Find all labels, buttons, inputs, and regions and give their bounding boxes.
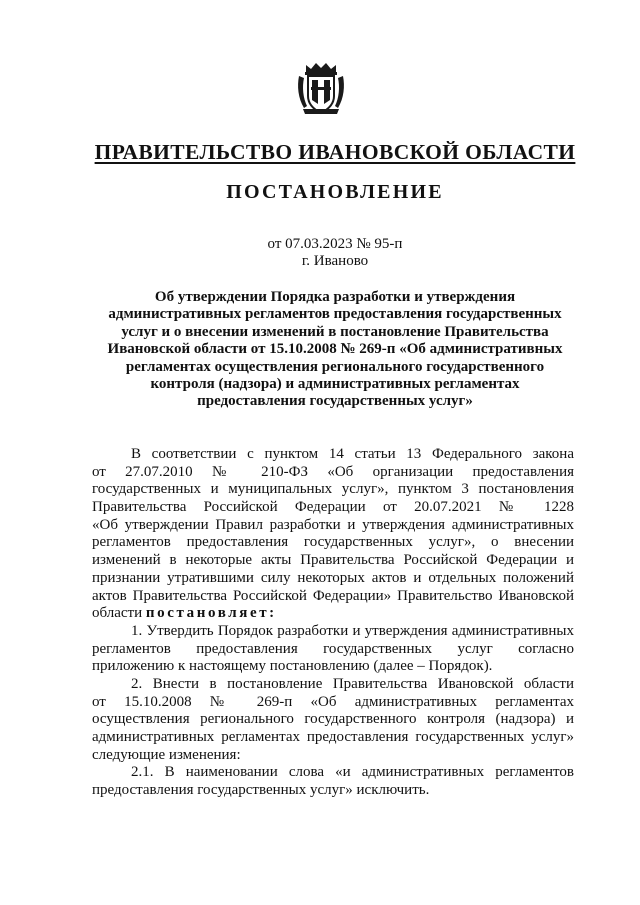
heading-line: услуг и о внесении изменений в постановление Правительства [121, 323, 549, 340]
document-body [92, 446, 574, 800]
heading-line: предоставления государственных услуг» [197, 393, 473, 410]
preamble-line: признании утратившими силу некоторых актов и отдельных положений [92, 569, 574, 586]
preamble-last-line [92, 605, 574, 623]
preamble-line: регламентов предоставления государственных услуг», о внесении [92, 534, 574, 551]
preamble-line: Правительства Российской Федерации от 20.07.2021 № 1228 [92, 499, 574, 516]
item-2-line: административных регламентах предоставления государственных услуг» [92, 729, 574, 745]
ivanovo-coat-of-arms-icon [297, 60, 345, 116]
item-2-line: 2. Внести в постановление Правительства Ивановской области [131, 675, 574, 692]
item-2-line: следующие изменения: [92, 746, 241, 763]
preamble-line: от 27.07.2010 № 210-ФЗ «Об организации предоставления [92, 463, 574, 480]
document-meta [0, 236, 640, 270]
heading-line: Ивановской области от 15.10.2008 № 269-п «Об административных [107, 341, 563, 358]
heading-line: регламентах осуществления регионального государственного [125, 358, 545, 375]
item-2-1-line: предоставления государственных услуг» исключить. [92, 782, 430, 799]
preamble-line: «Об утверждении Правил разработки и утверждения административных [92, 516, 574, 533]
document-heading [95, 289, 575, 411]
government-title: ПРАВИТЕЛЬСТВО ИВАНОВСКОЙ ОБЛАСТИ [94, 140, 576, 164]
item-2-1-line: 2.1. В наименовании слова «и административных регламентов [131, 764, 574, 781]
item-2-line: осуществления регионального государственного контроля (надзора) и [92, 711, 574, 728]
heading-line: Об утверждении Порядка разработки и утверждения [154, 289, 516, 305]
resolves-word: постановляет: [145, 605, 277, 622]
preamble-line: изменений в некоторые акты Правительства Российской Федерации и [92, 552, 574, 569]
document-type: ПОСТАНОВЛЕНИЕ [226, 181, 444, 203]
item-1-line: приложению к настоящему постановлению (далее – Порядок). [92, 658, 493, 675]
preamble-line: актов Правительства Российской Федерации» Правительство Ивановской [92, 587, 574, 604]
item-1-line: 1. Утвердить Порядок разработки и утверждения административных [131, 622, 574, 639]
preamble-line: В соответствии с пунктом 14 статьи 13 Федерального закона [131, 446, 574, 462]
document-city: г. Иваново [301, 253, 369, 269]
preamble-last-prefix: области [92, 605, 146, 622]
heading-line: контроля (надзора) и административных регламентах [150, 376, 520, 393]
item-2-line: от 15.10.2008 № 269-п «Об административных регламентах [92, 693, 574, 710]
item-1-line: регламентов предоставления государственных услуг согласно [92, 640, 574, 657]
heading-line: административных регламентов предоставления государственных [108, 306, 562, 323]
preamble-line: государственных и муниципальных услуг», пунктом 3 постановления [92, 481, 574, 498]
document-date-number: от 07.03.2023 № 95-п [267, 236, 403, 252]
